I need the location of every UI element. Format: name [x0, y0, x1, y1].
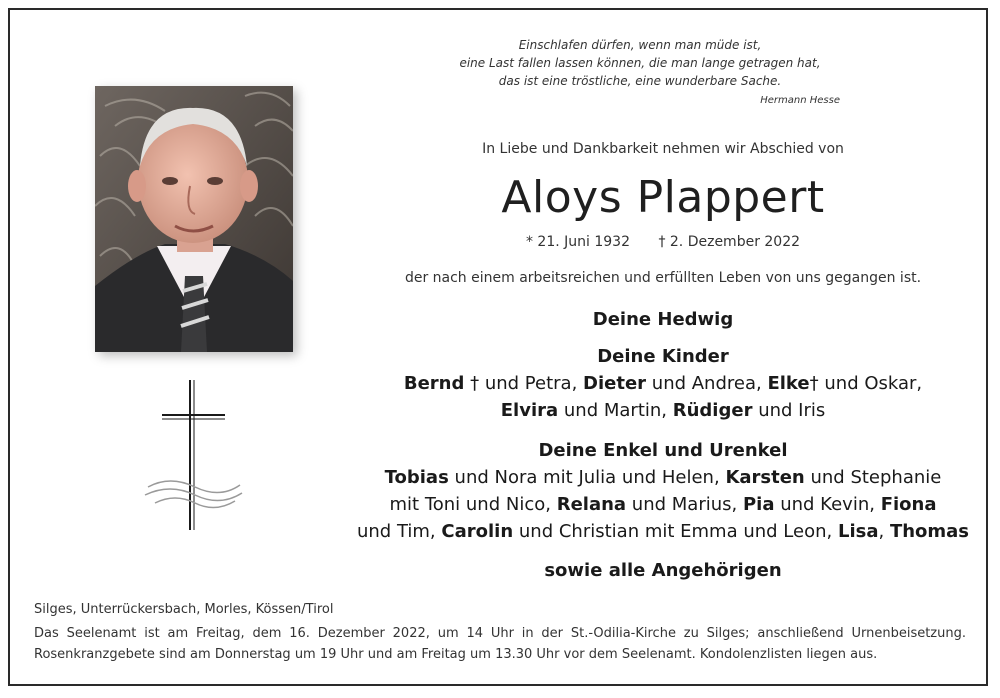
grandchild-name: Fiona [880, 494, 937, 515]
deceased-mark: † [470, 373, 480, 394]
cross-icon [140, 375, 250, 533]
portrait-photo [95, 86, 293, 352]
grandchild-name: Thomas [889, 521, 970, 542]
child-name: Dieter [583, 373, 647, 394]
life-dates [420, 234, 906, 250]
footer-service-info: Das Seelenamt ist am Freitag, dem 16. Dezember 2022, um 14 Uhr in der St.-Odilia-Kirche zu Silges; anschließend Urnenbeisetzung. [34, 626, 966, 641]
grandchild-name: Karsten [725, 467, 805, 488]
child-name: Rüdiger [672, 400, 753, 421]
intro-text: In Liebe und Dankbarkeit nehmen wir Abschied von [482, 141, 844, 157]
footer-rosary-info: Rosenkranzgebete sind am Donnerstag um 19 Uhr und am Freitag um 13.30 Uhr vor dem Seelenamt. Kondolenzlisten liegen aus. [34, 647, 878, 662]
relatives-section [340, 557, 986, 584]
child-name: Bernd [403, 373, 465, 394]
grandchildren-section [340, 437, 986, 545]
children-section [340, 343, 986, 424]
grandchild-name: Pia [742, 494, 775, 515]
poem-quote [440, 36, 840, 110]
grandchild-name: Tobias [384, 467, 449, 488]
grandchildren-line-1: Tobias und Nora mit Julia und Helen, Karsten und Stephanie [384, 467, 942, 488]
tagline: der nach einem arbeitsreichen und erfüllten Leben von uns gegangen ist. [404, 270, 922, 286]
grandchildren-line-2: mit Toni und Nico, Relana und Marius, Pia und Kevin, Fiona [389, 494, 937, 515]
grandchildren-line-3: und Tim, Carolin und Christian mit Emma und Leon, Lisa, Thomas [356, 521, 970, 542]
grandchild-name: Lisa [837, 521, 879, 542]
footer-places: Silges, Unterrückersbach, Morles, Kössen/Tirol [34, 602, 334, 617]
poem-line-2: eine Last fallen lassen können, die man lange getragen hat, [459, 56, 821, 70]
death-date: † 2. Dezember 2022 [658, 234, 801, 250]
birth-date: * 21. Juni 1932 [525, 234, 630, 250]
spouse-section [340, 306, 986, 333]
grandchildren-heading: Deine Enkel und Urenkel [538, 440, 788, 461]
poem-author: Hermann Hesse [760, 95, 840, 106]
children-heading: Deine Kinder [597, 346, 729, 367]
deceased-name: Aloys Plappert [501, 172, 825, 223]
grandchild-name: Relana [556, 494, 627, 515]
child-name: Elvira [500, 400, 559, 421]
deceased-mark: † [809, 373, 819, 394]
children-line-1: Bernd † und Petra, Dieter und Andrea, Elke† und Oskar, [403, 373, 923, 394]
grandchild-name: Carolin [441, 521, 514, 542]
children-line-2: Elvira und Martin, Rüdiger und Iris [500, 400, 826, 421]
spouse-name: Deine Hedwig [592, 309, 734, 330]
poem-line-3: das ist eine tröstliche, eine wunderbare Sache. [498, 74, 782, 88]
poem-line-1: Einschlafen dürfen, wenn man müde ist, [518, 38, 762, 52]
child-name: Elke [767, 373, 810, 394]
relatives-text: sowie alle Angehörigen [544, 560, 782, 581]
